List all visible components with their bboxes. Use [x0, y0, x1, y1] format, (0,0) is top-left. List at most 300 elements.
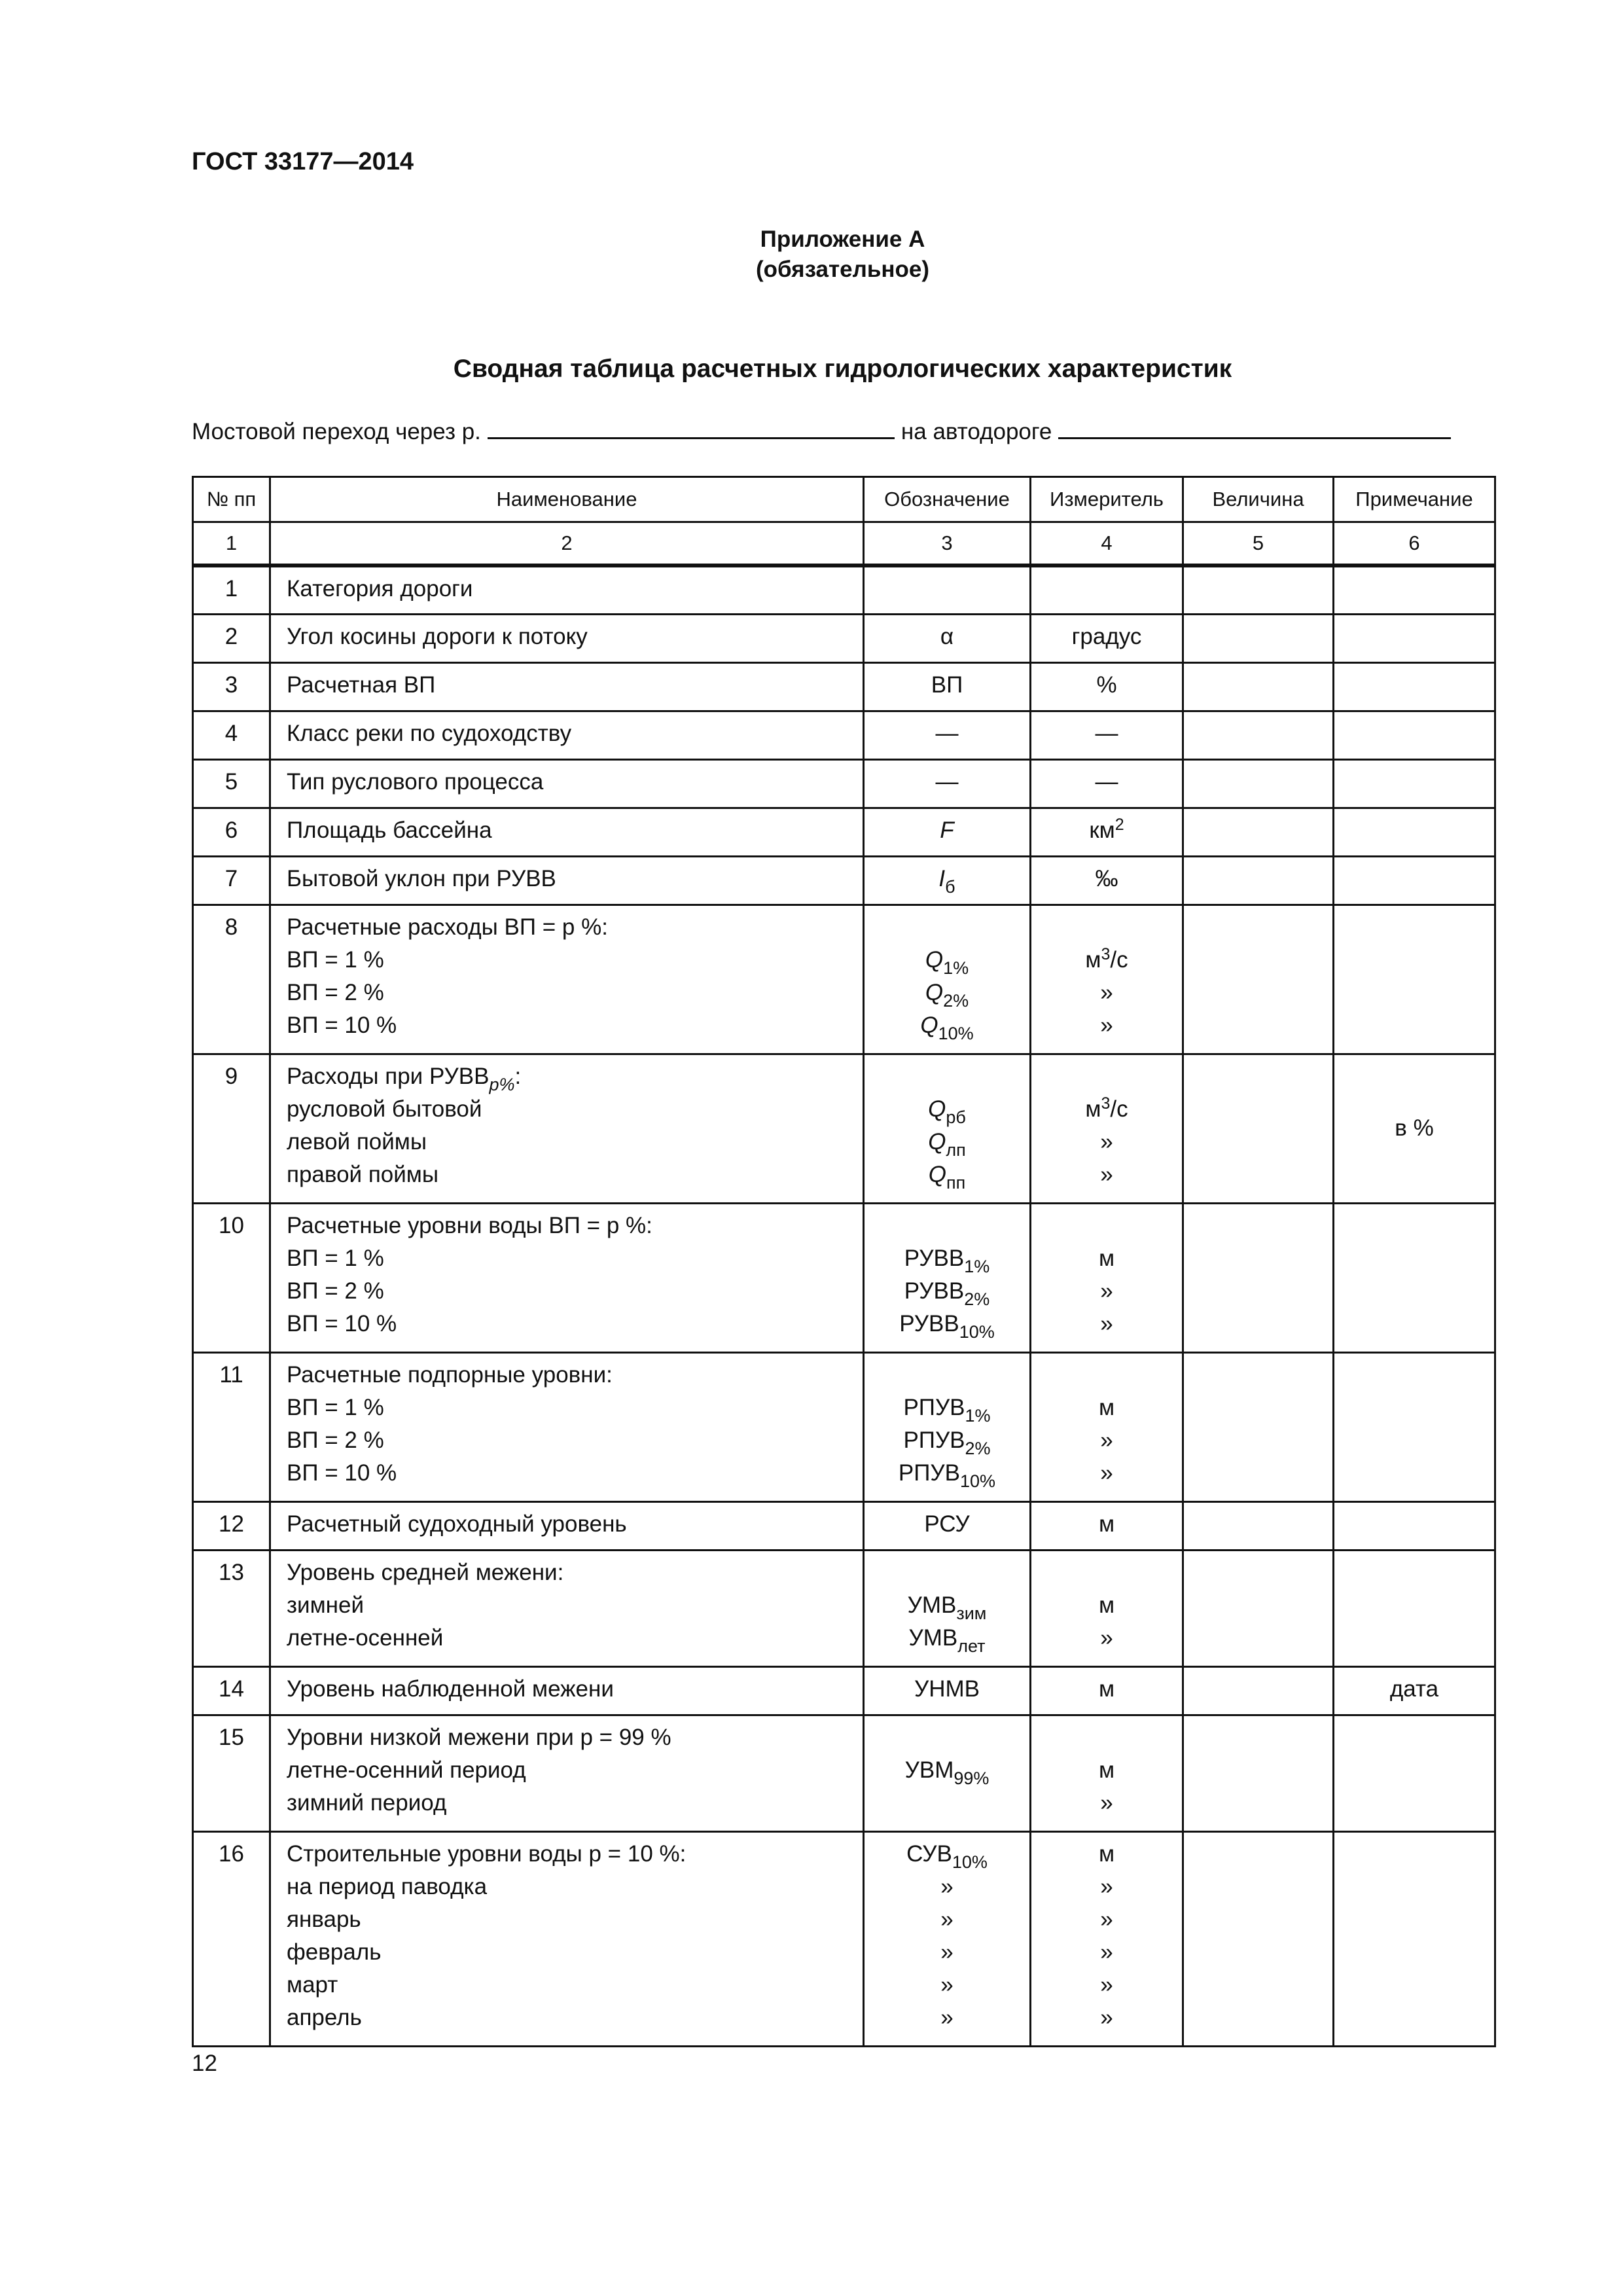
symbol-cell: [864, 662, 1031, 711]
unit-cell: [1031, 856, 1183, 905]
name-line: [287, 766, 863, 798]
row-number: 8: [224, 914, 238, 940]
symbol: [865, 669, 1029, 702]
row-number-cell: [193, 856, 270, 905]
symbol-subscript: пп: [946, 1172, 966, 1193]
symbol: [865, 1673, 1029, 1706]
symbol: [865, 1242, 1029, 1275]
table-row: [193, 711, 1495, 759]
bridge-middle: на автодороге: [901, 419, 1052, 444]
road-name-blank: [1058, 418, 1451, 439]
unit-cell: [1031, 614, 1183, 662]
name-text: ВП = 1 %: [287, 1394, 384, 1420]
table-row: [193, 856, 1495, 905]
symbol-cell: [864, 1831, 1031, 2046]
symbol: [865, 573, 1029, 605]
symbol-cell: [864, 1715, 1031, 1831]
table-row: [193, 662, 1495, 711]
unit-cell: [1031, 565, 1183, 614]
name-line: [287, 1158, 863, 1191]
row-number: 1: [224, 576, 238, 601]
symbol-text: УМВ: [907, 1592, 957, 1618]
symbol-cell: [864, 856, 1031, 905]
row-number: 9: [224, 1063, 238, 1089]
symbol-subscript: 1%: [965, 1405, 991, 1426]
name-line: [287, 1093, 863, 1126]
unit-text: »: [1100, 1624, 1113, 1651]
note-cell: [1334, 1501, 1495, 1550]
unit-text: м: [1098, 1757, 1115, 1783]
unit: [1031, 717, 1182, 750]
row-number-cell: [193, 565, 270, 614]
symbol-subscript: 2%: [964, 1289, 990, 1309]
column-number: 4: [1031, 522, 1183, 566]
symbol-subscript: 2%: [943, 990, 969, 1011]
unit: [1031, 1936, 1182, 1969]
name-text: Расходы при РУВВ: [287, 1063, 490, 1089]
unit-text: »: [1100, 2004, 1113, 2030]
symbol: [865, 1275, 1029, 1308]
table-row: [193, 759, 1495, 808]
table-header-row: [193, 477, 1495, 522]
unit-text: %: [1096, 672, 1117, 698]
value-cell: [1183, 1352, 1334, 1501]
symbol: [865, 944, 1029, 977]
row-number: 2: [224, 623, 238, 649]
symbol: [865, 1508, 1029, 1541]
name-line: [287, 1242, 863, 1275]
note-cell: [1334, 1352, 1495, 1501]
unit-text: »: [1100, 1310, 1113, 1336]
note-cell: [1334, 905, 1495, 1054]
unit-cell: [1031, 662, 1183, 711]
unit: [1031, 1457, 1182, 1490]
row-number-cell: [193, 1352, 270, 1501]
unit-text: м: [1098, 1676, 1115, 1702]
name-cell: [270, 759, 864, 808]
symbol-text: РУВВ: [904, 1278, 965, 1304]
name-cell: [270, 565, 864, 614]
name-line: [287, 1126, 863, 1158]
name-line: [287, 1838, 863, 1871]
name-line: [287, 1308, 863, 1340]
table-row: [193, 905, 1495, 1054]
row-number-cell: [193, 1715, 270, 1831]
note-cell: [1334, 1054, 1495, 1203]
column-number: 3: [864, 522, 1031, 566]
note-cell: [1334, 856, 1495, 905]
unit: [1031, 1359, 1182, 1391]
unit-text: »: [1100, 1971, 1113, 1998]
unit: [1031, 1673, 1182, 1706]
row-number-cell: [193, 1666, 270, 1715]
name-cell: [270, 1550, 864, 1666]
name-line: [287, 1556, 863, 1589]
symbol-cell: [864, 1352, 1031, 1501]
name-line: [287, 1622, 863, 1655]
row-number-cell: [193, 1054, 270, 1203]
symbol-text: РУВВ: [899, 1310, 959, 1336]
unit: [1031, 1126, 1182, 1158]
symbol: [865, 1126, 1029, 1158]
symbol-text: РСУ: [924, 1511, 970, 1537]
unit: [1031, 863, 1182, 895]
symbol-text: —: [935, 720, 959, 746]
symbol-cell: [864, 614, 1031, 662]
table-row: [193, 614, 1495, 662]
symbol-subscript: лп: [946, 1139, 966, 1160]
hydrology-summary-table: [192, 476, 1496, 2047]
unit: [1031, 1210, 1182, 1242]
symbol-text: »: [940, 1971, 954, 1998]
unit: [1031, 944, 1182, 977]
name-text: на период паводка: [287, 1873, 488, 1899]
name-text: левой поймы: [287, 1128, 427, 1155]
name-line: [287, 1359, 863, 1391]
name-text: январь: [287, 1906, 361, 1932]
note-cell: [1334, 808, 1495, 856]
column-header: Обозначение: [864, 477, 1031, 522]
name-cell: [270, 905, 864, 1054]
symbol-cell: [864, 905, 1031, 1054]
symbol-cell: [864, 808, 1031, 856]
unit: [1031, 766, 1182, 798]
row-number: 16: [219, 1840, 244, 1867]
name-line: [287, 1275, 863, 1308]
unit: [1031, 911, 1182, 944]
value-cell: [1183, 905, 1334, 1054]
symbol: [865, 1457, 1029, 1490]
row-number-cell: [193, 711, 270, 759]
value-cell: [1183, 856, 1334, 905]
name-text: Класс реки по судоходству: [287, 720, 572, 746]
name-text: ВП = 10 %: [287, 1012, 397, 1038]
symbol-subscript: б: [945, 876, 955, 897]
table-row: [193, 1501, 1495, 1550]
row-number: 13: [219, 1559, 244, 1585]
symbol: [865, 766, 1029, 798]
name-text: Тип руслового процесса: [287, 768, 544, 795]
symbol-text: РУВВ: [904, 1245, 965, 1271]
unit-superscript: 3: [1101, 1094, 1111, 1113]
name-cell: [270, 1352, 864, 1501]
symbol: [865, 1060, 1029, 1093]
name-text: русловой бытовой: [287, 1096, 482, 1122]
bridge-crossing-line: [192, 418, 1501, 445]
symbol: [865, 1903, 1029, 1936]
unit: [1031, 1275, 1182, 1308]
page-number: 12: [192, 2051, 217, 2076]
unit-suffix: /с: [1110, 1096, 1128, 1122]
note-cell: [1334, 1203, 1495, 1352]
value-cell: [1183, 614, 1334, 662]
symbol-text: Q: [928, 1128, 946, 1155]
unit-text: м: [1098, 1592, 1115, 1618]
unit: [1031, 1424, 1182, 1457]
row-number-cell: [193, 1203, 270, 1352]
row-number-cell: [193, 1501, 270, 1550]
unit-text: »: [1100, 1128, 1113, 1155]
symbol: [865, 1622, 1029, 1655]
name-cell: [270, 1831, 864, 2046]
symbol: [865, 863, 1029, 895]
symbol-subscript: 1%: [943, 958, 969, 978]
unit-cell: [1031, 1666, 1183, 1715]
symbol-text: УНМВ: [914, 1676, 980, 1702]
unit-text: —: [1095, 768, 1118, 795]
name-line: [287, 1903, 863, 1936]
name-line: [287, 573, 863, 605]
unit: [1031, 1508, 1182, 1541]
name-text: летне-осенний период: [287, 1757, 526, 1783]
unit: [1031, 1391, 1182, 1424]
unit: [1031, 669, 1182, 702]
symbol-subscript: 1%: [964, 1256, 990, 1276]
column-number: 5: [1183, 522, 1334, 566]
symbol: [865, 814, 1029, 847]
value-cell: [1183, 1715, 1334, 1831]
row-number-cell: [193, 614, 270, 662]
name-text: Расчетные уровни воды ВП = p %:: [287, 1212, 652, 1238]
column-number-row: [193, 522, 1495, 566]
unit-text: —: [1095, 720, 1118, 746]
symbol: [865, 1556, 1029, 1589]
symbol: [865, 1969, 1029, 2001]
symbol-text: Q: [928, 1161, 946, 1187]
note-cell: [1334, 759, 1495, 808]
row-number: 10: [219, 1212, 244, 1238]
name-line: [287, 1936, 863, 1969]
note-cell: [1334, 711, 1495, 759]
column-number: 6: [1334, 522, 1495, 566]
name-text: март: [287, 1971, 338, 1998]
unit-text: м: [1098, 1394, 1115, 1420]
table-title: Сводная таблица расчетных гидрологических характеристик: [453, 355, 1232, 383]
row-number: 3: [224, 672, 238, 698]
table-row: [193, 808, 1495, 856]
name-line: [287, 1787, 863, 1820]
unit: [1031, 814, 1182, 847]
name-text: ВП = 2 %: [287, 1278, 384, 1304]
unit: [1031, 573, 1182, 605]
column-number: 2: [270, 522, 864, 566]
column-header: Величина: [1183, 477, 1334, 522]
name-text: ВП = 10 %: [287, 1460, 397, 1486]
unit: [1031, 977, 1182, 1009]
unit-superscript: 2: [1115, 815, 1124, 834]
row-number: 11: [219, 1361, 243, 1388]
bridge-prefix: Мостовой переход через р.: [192, 419, 481, 444]
value-cell: [1183, 1203, 1334, 1352]
name-line: [287, 620, 863, 653]
name-text: правой поймы: [287, 1161, 439, 1187]
symbol: [865, 1009, 1029, 1042]
name-line: [287, 944, 863, 977]
symbol-subscript: 2%: [965, 1438, 991, 1458]
unit: [1031, 1589, 1182, 1622]
name-text: Категория дороги: [287, 576, 473, 601]
name-text: ВП = 2 %: [287, 979, 384, 1005]
appendix-title: Приложение А: [760, 226, 925, 252]
unit-cell: [1031, 1501, 1183, 1550]
symbol: [865, 1391, 1029, 1424]
name-text: ВП = 1 %: [287, 946, 384, 973]
unit-cell: [1031, 1831, 1183, 2046]
unit-text: градус: [1071, 623, 1142, 649]
column-header: Примечание: [1334, 477, 1495, 522]
symbol: [865, 1589, 1029, 1622]
name-line: [287, 1210, 863, 1242]
symbol-subscript: 99%: [954, 1768, 990, 1788]
name-text: ВП = 2 %: [287, 1427, 384, 1453]
column-header: Измеритель: [1031, 477, 1183, 522]
symbol-subscript: зим: [956, 1603, 987, 1623]
name-line: [287, 1969, 863, 2001]
symbol-text: »: [940, 1939, 954, 1965]
symbol: [865, 1754, 1029, 1787]
name-cell: [270, 808, 864, 856]
document-code: ГОСТ 33177—2014: [192, 148, 414, 175]
unit: [1031, 1622, 1182, 1655]
note-cell: [1334, 1715, 1495, 1831]
symbol: [865, 2001, 1029, 2034]
symbol: [865, 1424, 1029, 1457]
name-text: Площадь бассейна: [287, 817, 492, 843]
value-cell: [1183, 1831, 1334, 2046]
table-row: [193, 1666, 1495, 1715]
unit-superscript: 3: [1101, 944, 1111, 963]
table-row: [193, 1203, 1495, 1352]
value-cell: [1183, 1666, 1334, 1715]
unit-cell: [1031, 711, 1183, 759]
unit-cell: [1031, 1550, 1183, 1666]
value-cell: [1183, 759, 1334, 808]
name-text: зимний период: [287, 1789, 447, 1816]
name-line: [287, 1673, 863, 1706]
name-text: Строительные уровни воды p = 10 %:: [287, 1840, 687, 1867]
unit-text: »: [1100, 1427, 1113, 1453]
unit: [1031, 1242, 1182, 1275]
name-cell: [270, 711, 864, 759]
name-line: [287, 1754, 863, 1787]
symbol-text: α: [940, 623, 954, 649]
row-number: 4: [224, 720, 238, 746]
symbol: [865, 717, 1029, 750]
symbol-cell: [864, 1203, 1031, 1352]
value-cell: [1183, 1501, 1334, 1550]
name-text: Угол косины дороги к потоку: [287, 623, 588, 649]
name-line: [287, 863, 863, 895]
unit-text: »: [1100, 979, 1113, 1005]
symbol-text: СУВ: [906, 1840, 952, 1867]
name-cell: [270, 1203, 864, 1352]
symbol-text: Q: [925, 979, 944, 1005]
symbol-text: УВМ: [904, 1757, 954, 1783]
row-number-cell: [193, 1550, 270, 1666]
unit-text: ‰: [1095, 865, 1118, 891]
name-text: Уровень средней межени:: [287, 1559, 564, 1585]
name-subscript: p%: [489, 1074, 515, 1094]
river-name-blank: [488, 418, 895, 439]
value-cell: [1183, 1550, 1334, 1666]
symbol-text: »: [940, 2004, 954, 2030]
symbol-text: F: [940, 817, 954, 843]
table-row: [193, 1352, 1495, 1501]
symbol-text: Q: [925, 946, 944, 973]
symbol-text: »: [940, 1906, 954, 1932]
name-line: [287, 1721, 863, 1754]
name-line: [287, 2001, 863, 2034]
symbol-cell: [864, 1550, 1031, 1666]
unit-text: м: [1098, 1245, 1115, 1271]
unit-text: м: [1085, 1096, 1101, 1122]
symbol: [865, 911, 1029, 944]
table-row: [193, 1831, 1495, 2046]
name-line: [287, 1424, 863, 1457]
name-cell: [270, 614, 864, 662]
row-number: 7: [224, 865, 238, 891]
symbol-text: ВП: [931, 672, 963, 698]
symbol-cell: [864, 711, 1031, 759]
unit-suffix: /с: [1110, 946, 1128, 973]
symbol-text: »: [940, 1873, 954, 1899]
name-text: Расчетная ВП: [287, 672, 436, 698]
table-row: [193, 1550, 1495, 1666]
symbol: [865, 977, 1029, 1009]
unit: [1031, 1556, 1182, 1589]
symbol: [865, 1721, 1029, 1754]
unit-cell: [1031, 905, 1183, 1054]
unit: [1031, 1754, 1182, 1787]
unit: [1031, 1838, 1182, 1871]
value-cell: [1183, 662, 1334, 711]
name-line: [287, 717, 863, 750]
name-line: [287, 1009, 863, 1042]
unit: [1031, 1787, 1182, 1820]
unit: [1031, 1871, 1182, 1903]
symbol: [865, 1158, 1029, 1191]
unit-text: »: [1100, 1460, 1113, 1486]
symbol-subscript: рб: [946, 1107, 966, 1127]
unit-text: м: [1098, 1840, 1115, 1867]
name-line: [287, 1589, 863, 1622]
name-text: апрель: [287, 2004, 362, 2030]
symbol-text: I: [938, 865, 946, 891]
name-cell: [270, 1715, 864, 1831]
row-number: 6: [224, 817, 238, 843]
name-text: Расчетные расходы ВП = p %:: [287, 914, 608, 940]
unit: [1031, 1093, 1182, 1126]
value-cell: [1183, 711, 1334, 759]
note-cell: [1334, 614, 1495, 662]
row-number: 12: [219, 1511, 244, 1537]
name-line: [287, 1871, 863, 1903]
symbol-cell: [864, 759, 1031, 808]
symbol: [865, 1838, 1029, 1871]
unit: [1031, 1060, 1182, 1093]
symbol-text: Q: [920, 1012, 938, 1038]
unit-text: км: [1089, 817, 1115, 843]
name-line: [287, 669, 863, 702]
symbol-cell: [864, 1501, 1031, 1550]
symbol-cell: [864, 565, 1031, 614]
symbol-subscript: 10%: [952, 1852, 988, 1872]
unit: [1031, 1903, 1182, 1936]
symbol-cell: [864, 1666, 1031, 1715]
unit-text: »: [1100, 1873, 1113, 1899]
symbol: [865, 620, 1029, 653]
name-text: Уровни низкой межени при p = 99 %: [287, 1724, 671, 1750]
